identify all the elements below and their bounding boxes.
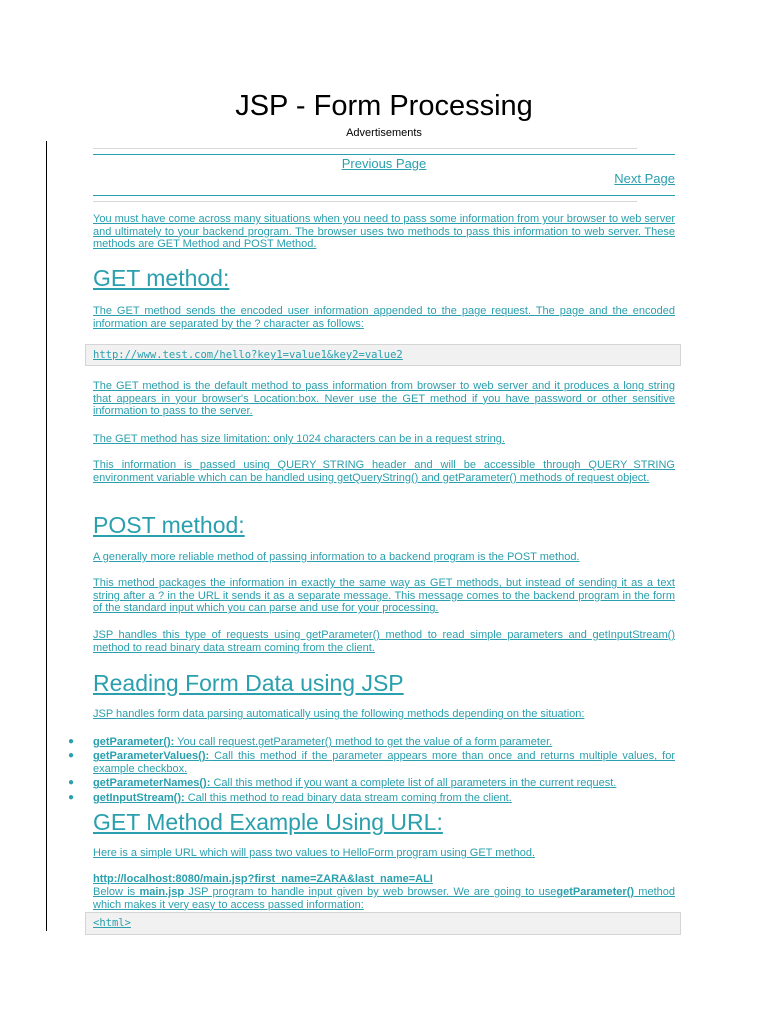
example-paragraph-2 bbox=[93, 886, 675, 911]
previous-page-link[interactable]: Previous Page bbox=[341, 156, 427, 171]
get-method-heading: GET method: bbox=[93, 265, 230, 291]
next-page-link[interactable]: Next Page bbox=[614, 171, 675, 186]
previous-page-row bbox=[0, 156, 768, 171]
reading-form-data-heading: Reading Form Data using JSP bbox=[93, 670, 404, 696]
html-code-text: <html> bbox=[93, 917, 131, 929]
next-page-row bbox=[614, 171, 675, 186]
top-divider bbox=[93, 154, 675, 155]
intro-paragraph: You must have come across many situations when you need to pass some information from your browser to web server and ultimately to your backend program. The browser uses two methods to pass this information to web server. These methods are GET Method and POST Method. bbox=[93, 213, 675, 251]
nav-divider bbox=[93, 195, 675, 196]
example-text-a: Below is bbox=[93, 886, 140, 898]
method-description: Call this method if you want a complete list of all parameters in the current request. bbox=[210, 777, 617, 790]
main-jsp-label: main.jsp bbox=[139, 886, 185, 898]
example-url-link[interactable]: http://localhost:8080/main.jsp?first_name=ZARA&last_name=ALI bbox=[93, 873, 433, 885]
html-code-block bbox=[85, 912, 681, 935]
method-name: getParameter(): bbox=[93, 736, 175, 748]
list-item bbox=[68, 777, 675, 790]
bullet-icon: ● bbox=[68, 750, 75, 762]
method-description: Call this method to read binary data stream coming from the client. bbox=[184, 791, 512, 804]
top-divider-light bbox=[93, 148, 637, 149]
list-item bbox=[68, 750, 675, 776]
post-paragraph-2: This method packages the information in exactly the same way as GET methods, but instead of sending it as a text string after a ? in the URL it sends it as a separate message. This message comes to the backend program in the form of the standard input which you can parse and use for your processing. bbox=[93, 577, 675, 615]
reading-paragraph-1: JSP handles form data parsing automatically using the following methods depending on the situation: bbox=[93, 708, 585, 720]
post-paragraph-1: A generally more reliable method of passing information to a backend program is the POST method. bbox=[93, 551, 580, 563]
get-paragraph-4: This information is passed using QUERY_STRING header and will be accessible through QUERY_STRING environment variable which can be handled using getQueryString() and getParameter() methods of request object. bbox=[93, 459, 675, 484]
page-title: JSP - Form Processing bbox=[235, 90, 533, 122]
list-item bbox=[68, 791, 675, 805]
bullet-icon: ● bbox=[68, 777, 75, 789]
post-method-heading: POST method: bbox=[93, 512, 245, 538]
example-paragraph-1: Here is a simple URL which will pass two values to HelloForm program using GET method. bbox=[93, 847, 535, 859]
list-item bbox=[68, 736, 675, 749]
advertisements-label: Advertisements bbox=[346, 127, 422, 139]
get-example-heading: GET Method Example Using URL: bbox=[93, 809, 443, 835]
get-paragraph-3: The GET method has size limitation: only 1024 characters can be in a request string. bbox=[93, 433, 505, 445]
bullet-icon: ● bbox=[68, 736, 75, 747]
post-paragraph-3: JSP handles this type of requests using getParameter() method to read simple parameters and getInputStream() method to read binary data stream coming from the client. bbox=[93, 629, 675, 654]
nav-divider-light bbox=[93, 201, 637, 202]
example-text-e: method which makes it very easy to access passed information: bbox=[93, 886, 675, 911]
get-paragraph-2: The GET method is the default method to pass information from browser to web server and it produces a long string that appears in your browser's Location:box. Never use the GET method if you have password or other sensitive information to pass to the server. bbox=[93, 380, 675, 418]
left-margin-rule bbox=[46, 141, 47, 931]
get-paragraph-1: The GET method sends the encoded user information appended to the page request. The page and the encoded information are separated by the ? character as follows: bbox=[93, 305, 675, 330]
get-parameter-label: getParameter() bbox=[556, 886, 635, 898]
get-code-block bbox=[85, 344, 681, 366]
methods-list bbox=[68, 736, 675, 806]
get-code-text: http://www.test.com/hello?key1=value1&key2=value2 bbox=[93, 349, 403, 361]
method-name: getParameterNames(): bbox=[93, 777, 211, 790]
example-url-line bbox=[93, 873, 675, 886]
bullet-icon: ● bbox=[68, 791, 75, 803]
method-description: Call this method if the parameter appears more than once and returns multiple values, for example checkbox. bbox=[93, 750, 675, 776]
example-text-c: JSP program to handle input given by web browser. We are going to use bbox=[184, 886, 557, 898]
method-name: getParameterValues(): bbox=[93, 750, 210, 763]
method-description: You call request.getParameter() method to get the value of a form parameter. bbox=[174, 736, 553, 748]
method-name: getInputStream(): bbox=[93, 791, 185, 804]
